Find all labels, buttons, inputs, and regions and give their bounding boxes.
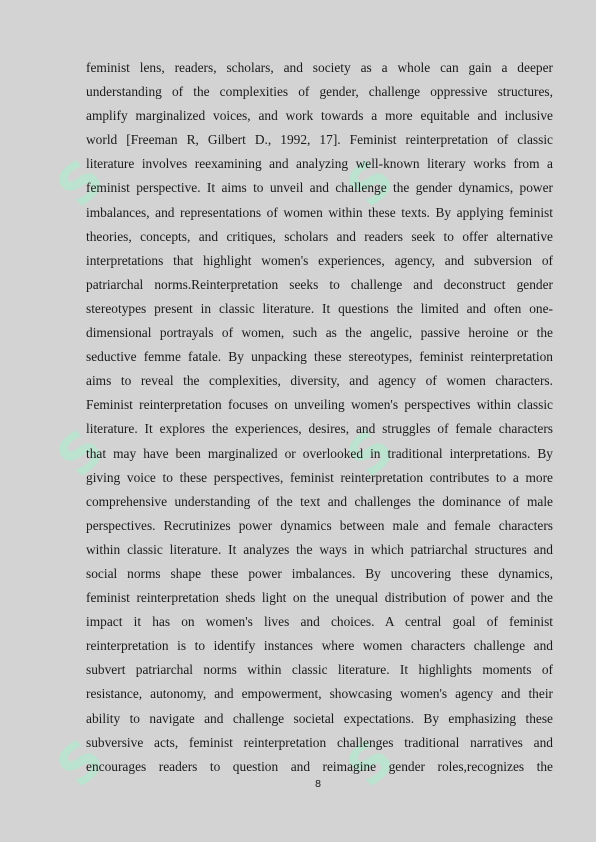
text-line: social norms shape these power imbalances. By uncovering these dynamics,	[86, 565, 553, 581]
svg-text:S: S	[334, 417, 407, 490]
text-line: feminist perspective. It aims to unveil and challenge the gender dynamics, power	[86, 180, 553, 196]
text-line: stereotypes present in classic literature. It questions the limited and often one-	[86, 300, 553, 316]
text-line: literature. It explores the experiences, desires, and struggles of female characters	[86, 421, 553, 437]
text-line: literature involves reexamining and analyzing well-known literary works from a	[86, 156, 553, 172]
text-line: feminist reinterpretation sheds light on the unequal distribution of power and the	[86, 590, 553, 606]
text-line: that may have been marginalized or overlooked in traditional interpretations. By	[86, 445, 553, 461]
text-line: theories, concepts, and critiques, scholars and readers seek to offer alternative	[86, 228, 553, 244]
text-line: perspectives. Recrutinizes power dynamics between male and female characters	[86, 517, 553, 533]
text-line: aims to reveal the complexities, diversity, and agency of women characters.	[86, 373, 553, 389]
text-line: giving voice to these perspectives, feminist reinterpretation contributes to a more	[86, 469, 553, 485]
text-line: feminist lens, readers, scholars, and society as a whole can gain a deeper	[86, 60, 553, 75]
text-line: interpretations that highlight women's experiences, agency, and subversion of	[86, 252, 553, 268]
page-number: 8	[314, 779, 322, 790]
text-line: encourages readers to question and reimagine gender roles,recognizes the	[86, 758, 553, 774]
text-line: ability to navigate and challenge societal expectations. By emphasizing these	[86, 710, 553, 726]
text-line: subversive acts, feminist reinterpretation challenges traditional narratives and	[86, 734, 553, 750]
text-line: subvert patriarchal norms within classic literature. It highlights moments of	[86, 662, 553, 678]
svg-text:S: S	[44, 417, 117, 490]
text-line: seductive femme fatale. By unpacking these stereotypes, feminist reinterpretation	[86, 349, 553, 365]
body-text	[86, 56, 553, 779]
text-line: reinterpretation is to identify instances where women characters challenge and	[86, 638, 553, 654]
svg-text:S: S	[334, 147, 407, 220]
text-line: resistance, autonomy, and empowerment, showcasing women's agency and their	[86, 686, 553, 702]
svg-text:S: S	[44, 727, 117, 800]
text-line: understanding of the complexities of gender, challenge oppressive structures,	[86, 84, 553, 100]
svg-text:S: S	[334, 727, 407, 800]
text-line: amplify marginalized voices, and work towards a more equitable and inclusive	[86, 108, 553, 124]
text-line: impact it has on women's lives and choices. A central goal of feminist	[86, 614, 553, 630]
svg-text:S: S	[44, 147, 117, 220]
text-line: Feminist reinterpretation focuses on unveiling women's perspectives within classic	[86, 397, 553, 413]
text-line: world [Freeman R, Gilbert D., 1992, 17]. Feminist reinterpretation of classic	[86, 132, 553, 148]
text-line: imbalances, and representations of women within these texts. By applying feminist	[86, 204, 553, 220]
text-line: patriarchal norms.Reinterpretation seeks to challenge and deconstruct gender	[86, 276, 553, 292]
text-line: comprehensive understanding of the text and challenges the dominance of male	[86, 493, 553, 509]
text-line: within classic literature. It analyzes the ways in which patriarchal structures and	[86, 541, 553, 557]
text-line: dimensional portrayals of women, such as the angelic, passive heroine or the	[86, 325, 553, 341]
